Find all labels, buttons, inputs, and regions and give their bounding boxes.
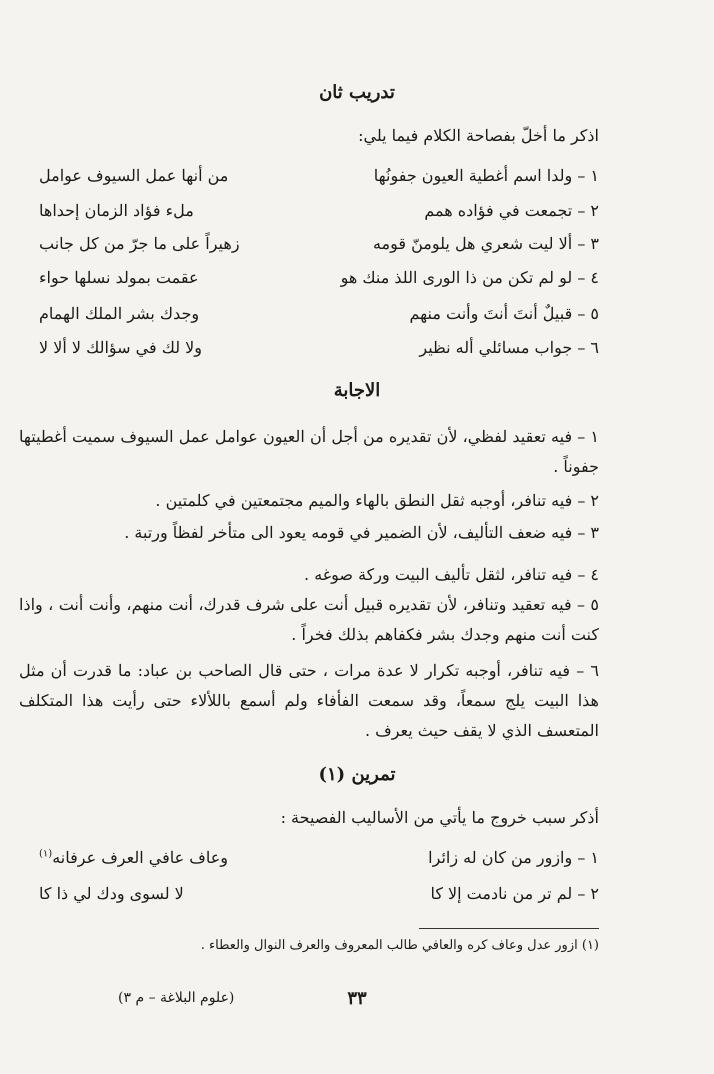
exercise-instruction: أذكر سبب خروج ما يأتي من الأساليب الفصيحة :	[280, 808, 599, 827]
verse-second-hemistich: عقمت بمولد نسلها حواء	[39, 268, 199, 287]
verse-second-hemistich	[39, 848, 228, 867]
verse-text: جواب مسائلي أله نظير	[419, 338, 573, 357]
verse-first-hemistich	[428, 848, 599, 867]
verse-second-hemistich: لا لسوى ودك لي ذا كا	[39, 884, 184, 903]
exercise-verse	[39, 884, 599, 914]
verse-text: لو لم تكن من ذا الورى اللذ منك هو	[340, 268, 573, 287]
verse-text: وعاف عافي العرف عرفانه	[52, 848, 228, 867]
verse-text: قبيلٌ أنتَ أنتَ وأنت منهم	[409, 304, 573, 323]
verse-number: ٤ –	[577, 268, 599, 287]
answer-paragraph: ٣ – فيه ضعف التأليف، لأن الضمير في قومه يعود الى متأخر لفظاً ورتبة .	[124, 523, 599, 542]
verse-number: ٦ –	[577, 338, 599, 357]
verse-first-hemistich	[409, 304, 599, 323]
answer-paragraph: ١ – فيه تعقيد لفظي، لأن تقديره من أجل أن العيون عوامل عمل السيوف سميت أغطيتها جفوناً .	[19, 427, 599, 476]
page-number: ٣٣	[347, 988, 367, 1009]
answers-heading: الاجابة	[333, 380, 381, 401]
verse-second-hemistich: من أنها عمل السيوف عوامل	[39, 166, 229, 185]
verse-second-hemistich: ملء فؤاد الزمان إحداها	[39, 201, 194, 220]
answer-paragraph: ٥ – فيه تعقيد وتنافر، لأن تقديره قبيل أنت على شرف قدرك، أنت منهم، وأنت أنت ، واذا كنت أنت منهم وجدك بشر فكفاهم بذلك فخراً .	[19, 595, 599, 644]
verse-first-hemistich	[430, 884, 599, 903]
verse-text: ولدا اسم أغطية العيون جفونُها	[373, 166, 573, 185]
verse-second-hemistich: وجدك بشر الملك الهمام	[39, 304, 200, 323]
verse-number: ٢ –	[577, 201, 599, 220]
exercise-verse	[39, 848, 599, 878]
verse-line	[39, 201, 599, 231]
verse-number: ٣ –	[577, 234, 599, 253]
verse-text: وازور من كان له زائرا	[428, 848, 573, 867]
verse-line	[39, 338, 599, 368]
exercise-heading: تمرين (١)	[318, 764, 396, 785]
answer-paragraph: ٢ – فيه تنافر، أوجبه ثقل النطق بالهاء والميم مجتمعتين في كلمتين .	[155, 491, 599, 510]
verse-first-hemistich	[424, 201, 599, 220]
page-title: تدريب ثان	[319, 82, 395, 103]
verse-second-hemistich: زهيراً على ما جرّ من كل جانب	[39, 234, 240, 253]
verse-number: ١ –	[577, 848, 599, 867]
signature-mark: (علوم البلاغة – م ٣)	[118, 990, 235, 1006]
verse-first-hemistich	[374, 166, 599, 185]
verse-line	[39, 166, 599, 196]
verse-text: تجمعت في فؤاده همم	[424, 201, 573, 220]
verse-line	[39, 234, 599, 264]
footnote: (١) ازور عدل وعاف كره والعافي طالب المعروف والعرف النوال والعطاء .	[200, 938, 599, 953]
footnote-divider	[419, 928, 599, 929]
verse-first-hemistich	[341, 268, 599, 287]
verse-second-hemistich: ولا لك في سؤالك لا ألا لا	[39, 338, 203, 357]
answer-paragraph: ٤ – فيه تنافر، لثقل تأليف البيت وركة صوغه .	[304, 565, 599, 584]
footnote-marker: (١)	[39, 848, 53, 860]
verse-number: ١ –	[577, 166, 599, 185]
verse-text: ألا ليت شعري هل يلومنّ قومه	[372, 234, 573, 253]
verse-first-hemistich	[419, 338, 599, 357]
answer-paragraph: ٦ – فيه تنافر، أوجبه تكرار لا عدة مرات ، حتى قال الصاحب بن عباد: ما قدرت أن مثل هذا البيت يلج سمعاً، وقد سمعت الفأفاء ولم أسمع باللألاء حتى رأيت هذا المتكلف المتعسف الذي لا يقف حيث يعرف .	[19, 661, 599, 740]
verse-line	[39, 268, 599, 298]
verse-first-hemistich	[373, 234, 599, 253]
verse-text: لم تر من نادمت إلا كا	[430, 884, 573, 903]
verse-line	[39, 304, 599, 334]
verse-number: ٢ –	[577, 884, 599, 903]
verse-number: ٥ –	[577, 304, 599, 323]
exercise-instruction: اذكر ما أخلّ بفصاحة الكلام فيما يلي:	[358, 126, 599, 145]
